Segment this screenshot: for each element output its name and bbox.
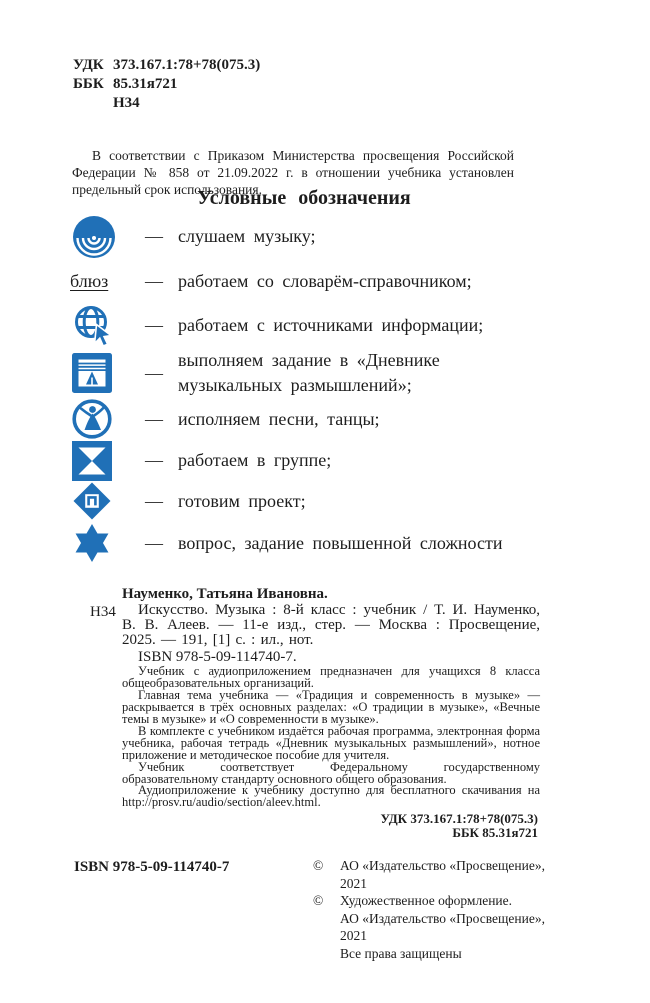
legend-item-glossary	[70, 260, 542, 302]
advanced-task-icon	[70, 523, 122, 563]
bib-bbk: ББК 85.31я721	[452, 825, 538, 841]
legend-dash: —	[145, 226, 163, 246]
legend-item-label: работаем с источниками информации;	[178, 314, 484, 335]
legend-item-advanced	[70, 521, 542, 565]
legend-item-label: готовим проект;	[178, 490, 306, 511]
legend-dash: —	[145, 450, 163, 470]
legend-item-listen	[70, 213, 542, 260]
copyright-symbol: ©	[313, 893, 324, 908]
legend-dash: —	[145, 270, 163, 291]
glossary-term-sample	[70, 271, 122, 292]
legend-item-label: слушаем музыку;	[178, 226, 316, 246]
bib-author-code: Н34	[90, 604, 116, 620]
copyright-line: Художественное оформление.	[340, 893, 513, 908]
udk-value: 373.167.1:78+78(075.3)	[113, 57, 261, 73]
ministry-order-notice: В соответствии с Приказом Министерства просвещения Российской Федерации № 858 от 21.09.2022 г. в отношении учебника установлен предельный срок использования.	[72, 147, 514, 197]
legend-item-perform	[70, 398, 542, 440]
diary-task-icon	[70, 353, 122, 393]
copyright-entry	[313, 857, 553, 892]
copyright-block	[313, 857, 553, 962]
legend-dash: —	[145, 532, 163, 553]
project-icon	[70, 481, 122, 521]
copyright-text	[340, 892, 553, 962]
bibliographic-record	[70, 587, 540, 840]
legend-item-project	[70, 481, 542, 521]
annotation-paragraph: В комплекте с учебником издаётся рабочая программа, электронная форма учебника, рабочая тетрадь «Дневник музыкальных размышлений», нотное приложение и методическое пособие для учителя.	[122, 723, 540, 762]
information-sources-icon	[70, 304, 122, 346]
annotation-paragraph: Учебник с аудиоприложением предназначен для учащихся 8 класса общеобразовательных организаций.	[122, 664, 540, 691]
legend-item-label: исполняем песни, танцы;	[178, 408, 380, 429]
copyright-text: АО «Издательство «Просвещение», 2021	[340, 858, 545, 891]
bib-classification-codes	[70, 812, 540, 840]
legend-title: Условные обозначения	[197, 187, 411, 209]
glossary-term-word: блюз	[70, 270, 109, 291]
bbk-value: 85.31я721	[113, 76, 178, 92]
footer-isbn: ISBN 978-5-09-114740-7	[74, 859, 230, 875]
bib-isbn: ISBN 978-5-09-114740-7.	[138, 649, 297, 666]
annotation-paragraph: Аудиоприложение к учебнику доступно для бесплатного скачивания на http://prosv.ru/audio/section/aleev.html.	[122, 783, 540, 810]
legend-item-sources	[70, 302, 542, 348]
bib-udk: УДК 373.167.1:78+78(075.3)	[380, 811, 538, 827]
copyright-entry	[313, 892, 553, 962]
bbk-label: ББК	[73, 76, 104, 92]
legend-item-label: вопрос, задание повышенной сложности	[178, 532, 503, 553]
udk-label: УДК	[73, 57, 104, 73]
legend-item-diary	[70, 348, 542, 398]
legend-dash: —	[145, 408, 163, 429]
legend-item-label: работаем в группе;	[178, 450, 332, 470]
bib-description: Искусство. Музыка : 8-й класс : учебник / Т. И. Науменко, В. В. Алеев. — 11-е изд., стер. — Москва : Просвещение, 2025. — 191, [1] с. : ил., нот.	[122, 602, 540, 648]
listen-music-icon	[70, 215, 122, 259]
legend-list	[70, 213, 542, 565]
annotation-paragraph: Главная тема учебника — «Традиция и современность в музыке» — раскрывается в трёх основных разделах: «О традиции в музыке», «Вечные темы в музыке» и «О современности в музыке».	[122, 688, 540, 727]
legend-item-label: работаем со словарём-справочником;	[178, 270, 472, 291]
bbk-line	[73, 75, 260, 94]
legend-dash: —	[145, 490, 163, 511]
copyright-line: АО «Издательство «Просвещение», 2021	[340, 910, 545, 943]
udk-line	[73, 56, 260, 75]
legend-item-label: выполняем задание в «Дневнике музыкальных размышлений»;	[178, 350, 440, 395]
copyright-symbol: ©	[313, 858, 324, 873]
bib-entry	[70, 603, 540, 647]
copyright-line: Все права защищены	[340, 945, 462, 961]
annotation-paragraph: Учебник соответствует Федеральному государственному образовательному стандарту основного общего образования.	[122, 759, 540, 786]
author-code: Н34	[113, 95, 140, 111]
perform-songs-icon	[70, 399, 122, 439]
classification-codes	[73, 56, 260, 113]
legend-dash: —	[145, 362, 163, 383]
legend-item-group	[70, 440, 542, 481]
group-work-icon	[70, 441, 122, 481]
legend-dash: —	[145, 314, 163, 335]
bib-author: Науменко, Татьяна Ивановна.	[122, 586, 328, 602]
